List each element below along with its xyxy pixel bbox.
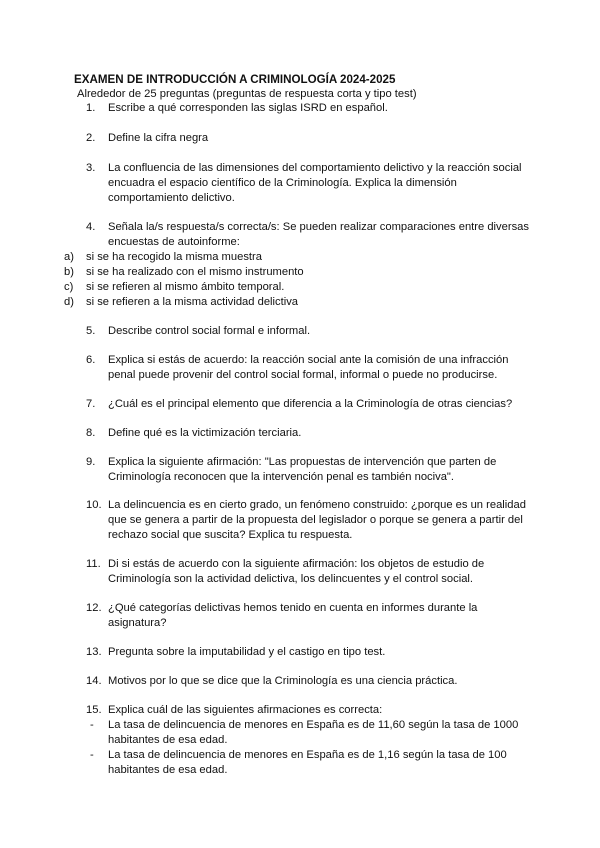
option-text: La tasa de delincuencia de menores en España es de 11,60 según la tasa de 1000 habitantes de esa edad. bbox=[108, 719, 519, 746]
question-text: Señala la/s respuesta/s correcta/s: Se pueden realizar comparaciones entre diversas encuestas de autoinforme: bbox=[108, 221, 529, 248]
question-number: 11. bbox=[86, 558, 101, 570]
question-number: 10. bbox=[86, 499, 102, 511]
q15-option-1 bbox=[90, 718, 520, 748]
question-6 bbox=[86, 353, 536, 383]
question-number: 12. bbox=[86, 602, 102, 614]
question-number: 14. bbox=[86, 675, 102, 687]
question-text: Define qué es la victimización terciaria. bbox=[108, 427, 302, 439]
question-12 bbox=[86, 601, 536, 631]
option-label: b) bbox=[64, 266, 74, 278]
question-3 bbox=[86, 161, 536, 206]
question-15 bbox=[86, 703, 536, 718]
question-13 bbox=[86, 645, 536, 660]
q4-option-b bbox=[64, 265, 514, 280]
question-number: 15. bbox=[86, 704, 102, 716]
question-number: 9. bbox=[86, 456, 96, 468]
option-label: d) bbox=[64, 296, 74, 308]
question-text: Explica la siguiente afirmación: "Las propuestas de intervención que parten de Criminología reconocen que la intervención penal es también nociva". bbox=[108, 456, 497, 483]
question-text: ¿Cuál es el principal elemento que diferencia a la Criminología de otras ciencias? bbox=[108, 398, 513, 410]
question-text: Di si estás de acuerdo con la siguiente afirmación: los objetos de estudio de Criminología son la actividad delictiva, los delincuentes y el control social. bbox=[108, 558, 485, 585]
question-1 bbox=[86, 101, 536, 116]
option-text: si se ha recogido la misma muestra bbox=[86, 251, 262, 263]
question-7 bbox=[86, 397, 536, 412]
q4-option-c bbox=[64, 280, 514, 295]
question-9 bbox=[86, 455, 536, 485]
question-number: 3. bbox=[86, 162, 96, 174]
question-text: ¿Qué categorías delictivas hemos tenido en cuenta en informes durante la asignatura? bbox=[108, 602, 478, 629]
question-2 bbox=[86, 131, 536, 146]
option-label: c) bbox=[64, 281, 74, 293]
option-text: La tasa de delincuencia de menores en España es de 1,16 según la tasa de 100 habitantes de esa edad. bbox=[108, 749, 507, 776]
question-10 bbox=[86, 498, 536, 543]
option-label: - bbox=[90, 749, 94, 761]
question-number: 4. bbox=[86, 221, 96, 233]
question-number: 2. bbox=[86, 132, 96, 144]
question-number: 8. bbox=[86, 427, 96, 439]
q15-option-2 bbox=[90, 748, 520, 778]
option-label: a) bbox=[64, 251, 74, 263]
question-number: 7. bbox=[86, 398, 96, 410]
option-text: si se ha realizado con el mismo instrumento bbox=[86, 266, 304, 278]
question-text: Pregunta sobre la imputabilidad y el castigo en tipo test. bbox=[108, 646, 386, 658]
question-number: 5. bbox=[86, 325, 96, 337]
exam-subtitle: Alrededor de 25 preguntas (preguntas de respuesta corta y tipo test) bbox=[77, 88, 417, 100]
option-text: si se refieren al mismo ámbito temporal. bbox=[86, 281, 285, 293]
question-text: Explica cuál de las siguientes afirmaciones es correcta: bbox=[108, 704, 383, 716]
question-4 bbox=[86, 220, 536, 250]
question-text: Describe control social formal e informal. bbox=[108, 325, 311, 337]
question-text: Motivos por lo que se dice que la Criminología es una ciencia práctica. bbox=[108, 675, 458, 687]
question-text: Explica si estás de acuerdo: la reacción social ante la comisión de una infracción penal puede provenir del control social formal, informal o puede no producirse. bbox=[108, 354, 509, 381]
question-text: La confluencia de las dimensiones del comportamiento delictivo y la reacción social encuadra el espacio científico de la Criminología. Explica la dimensión comportamiento delictivo. bbox=[108, 162, 522, 204]
question-14 bbox=[86, 674, 536, 689]
exam-title: EXAMEN DE INTRODUCCIÓN A CRIMINOLOGÍA 2024-2025 bbox=[74, 73, 396, 86]
question-number: 1. bbox=[86, 102, 96, 114]
question-number: 13. bbox=[86, 646, 102, 658]
question-5 bbox=[86, 324, 536, 339]
question-11 bbox=[86, 557, 536, 587]
question-text: La delincuencia es en cierto grado, un fenómeno construido: ¿porque es un realidad que se genera a partir de la propuesta del legislador o porque se genera a partir del rechazo social que suscita? Explica tu respuesta. bbox=[108, 499, 526, 541]
q4-option-a bbox=[64, 250, 514, 265]
question-text: Define la cifra negra bbox=[108, 132, 209, 144]
q4-option-d bbox=[64, 295, 514, 310]
option-label: - bbox=[90, 719, 94, 731]
option-text: si se refieren a la misma actividad delictiva bbox=[86, 296, 299, 308]
question-8 bbox=[86, 426, 536, 441]
question-text: Escribe a qué corresponden las siglas ISRD en español. bbox=[108, 102, 388, 114]
question-number: 6. bbox=[86, 354, 96, 366]
